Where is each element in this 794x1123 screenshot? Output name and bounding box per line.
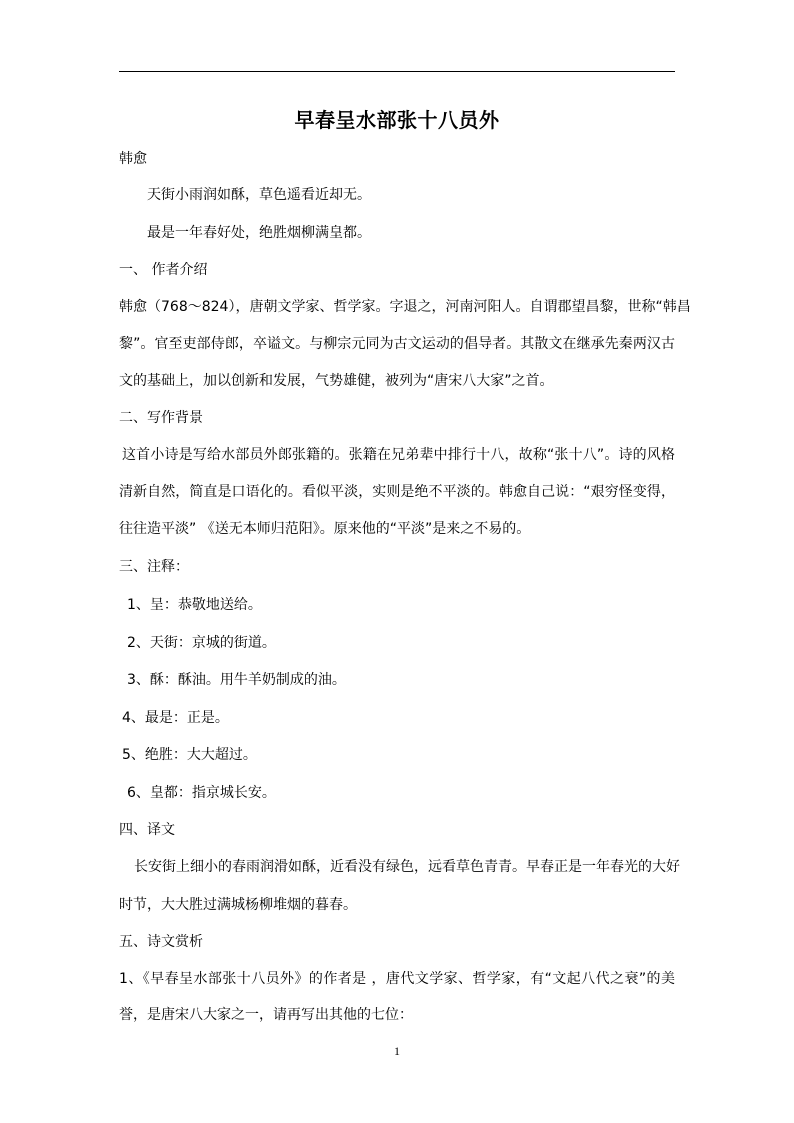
author-intro-line: 黎”。官至吏部侍郎，卒谥文。与柳宗元同为古文运动的倡导者。其散文在继承先秦两汉古 — [119, 336, 675, 352]
page-number: 1 — [394, 1044, 400, 1058]
poem-line-1: 天街小雨润如酥，草色遥看近却无。 — [147, 187, 371, 203]
document-title: 早春呈水部张十八员外 — [294, 108, 500, 132]
poem-line-2: 最是一年春好处，绝胜烟柳满皇都。 — [147, 225, 371, 241]
section-heading-appreciation: 五、诗文赏析 — [119, 934, 203, 950]
appreciation-line: 誉，是唐宋八大家之一，请再写出其他的七位： — [119, 1007, 413, 1023]
section-heading-author-intro: 一、 作者介绍 — [119, 262, 208, 278]
appreciation-line: 1、《早春呈水部张十八员外》的作者是 ，唐代文学家、哲学家，有“文起八代之衰”的美 — [119, 971, 675, 987]
author-name: 韩愈 — [119, 151, 147, 167]
translation-line: 时节，大大胜过满城杨柳堆烟的暮春。 — [119, 897, 357, 913]
section-heading-notes: 三、注释： — [119, 559, 189, 575]
note-item: 3、酥：酥油。用牛羊奶制成的油。 — [127, 672, 346, 688]
note-item: 5、绝胜：大大超过。 — [122, 747, 257, 763]
author-intro-line: 文的基础上，加以创新和发展，气势雄健，被列为“唐宋八大家”之首。 — [119, 373, 554, 389]
background-line: 这首小诗是写给水部员外郎张籍的。张籍在兄弟辈中排行十八，故称“张十八”。诗的风格 — [122, 447, 675, 463]
section-heading-background: 二、写作背景 — [119, 410, 203, 426]
background-line: 往往造平淡” 《送无本师归范阳》。原来他的“平淡”是来之不易的。 — [119, 521, 531, 537]
translation-line: 长安街上细小的春雨润滑如酥，近看没有绿色，远看草色青青。早春正是一年春光的大好 — [134, 859, 680, 875]
background-line: 清新自然，简直是口语化的。看似平淡，实则是绝不平淡的。韩愈自己说：“艰穷怪变得， — [119, 484, 675, 500]
author-intro-line: 韩愈（768～824），唐朝文学家、哲学家。字退之，河南河阳人。自谓郡望昌黎，世称“韩昌 — [119, 299, 691, 315]
note-item: 2、天街：京城的街道。 — [127, 635, 276, 651]
header-rule — [119, 71, 675, 72]
note-item: 4、最是：正是。 — [122, 710, 229, 726]
note-item: 1、呈：恭敬地送给。 — [127, 597, 262, 613]
note-item: 6、皇都：指京城长安。 — [127, 785, 276, 801]
section-heading-translation: 四、译文 — [119, 822, 175, 838]
